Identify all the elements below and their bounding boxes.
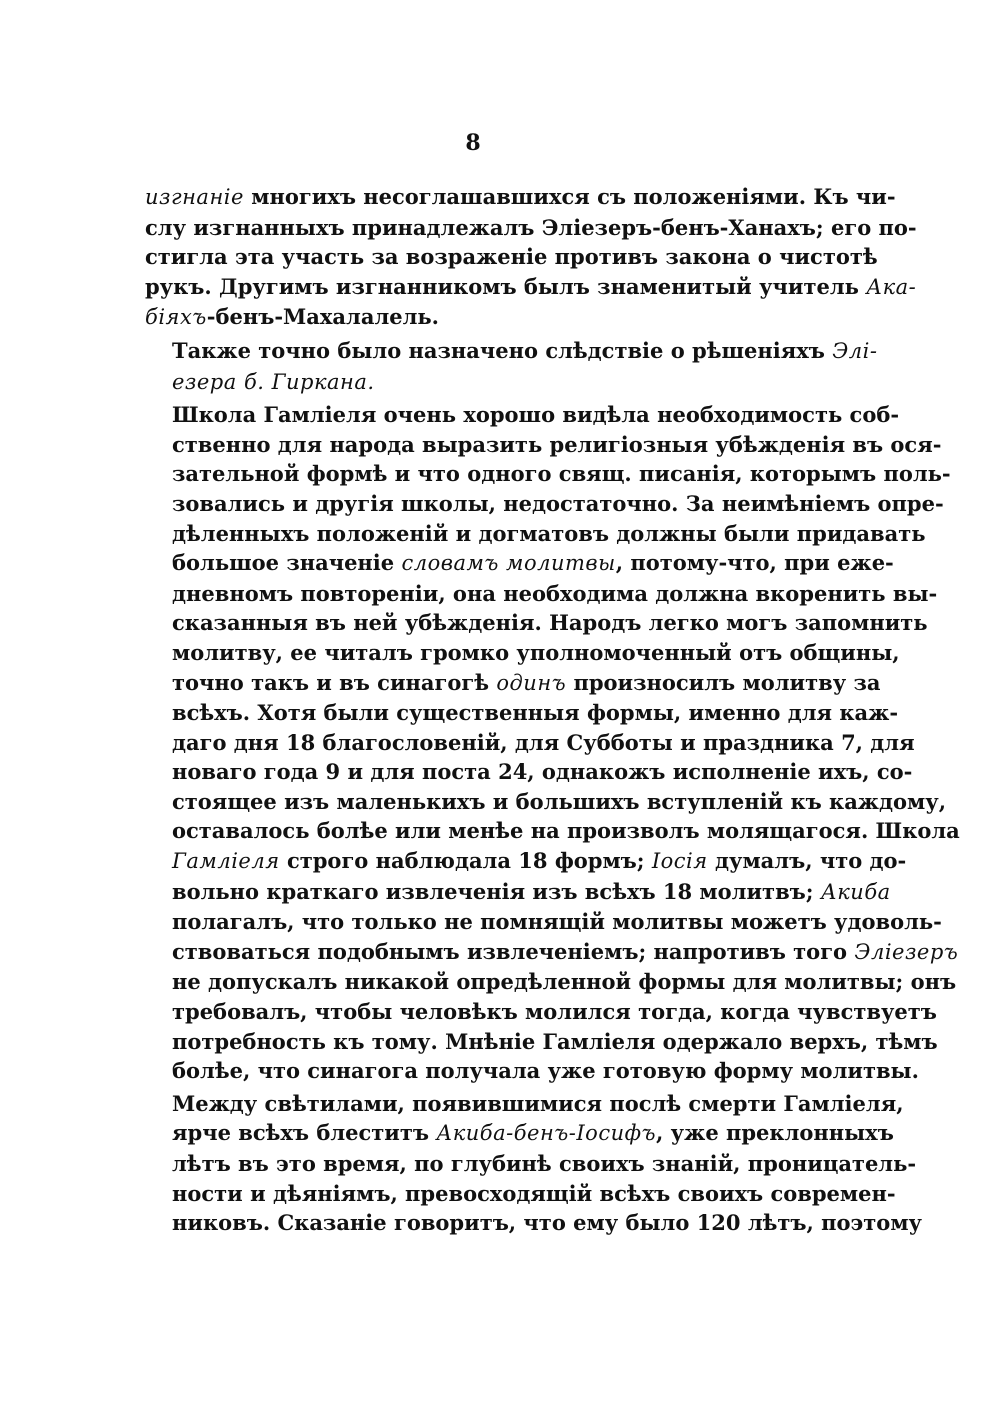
text-segment: болѣе, что синагога получала уже готовую форму молитвы. bbox=[172, 1058, 919, 1084]
text-segment: ярче всѣхъ блеститъ bbox=[172, 1120, 437, 1146]
text-line bbox=[145, 579, 938, 609]
text-line bbox=[145, 489, 944, 519]
text-line bbox=[145, 846, 907, 877]
text-segment: рукъ. Другимъ изгнанникомъ былъ знаменитый учитель bbox=[145, 273, 867, 299]
text-line bbox=[145, 1089, 904, 1119]
text-segment: всѣхъ. Хотя были существенныя формы, именно для каж- bbox=[172, 700, 899, 726]
text-line bbox=[145, 1179, 896, 1209]
italic-text: Ака- bbox=[866, 274, 917, 299]
text-line bbox=[145, 877, 891, 908]
text-segment: зательной формѣ и что одного свящ. писанiя, которымъ поль- bbox=[172, 461, 951, 487]
text-segment: даго дня 18 благословенiй, для Субботы и праздника 7, для bbox=[172, 729, 915, 755]
paragraph bbox=[145, 1089, 923, 1238]
text-segment: думалъ, что до- bbox=[707, 848, 907, 874]
text-segment: сказанныя въ ней убѣжденiя. Народъ легко могъ запомнить bbox=[172, 610, 928, 636]
text-segment: дѣленныхъ положенiй и догматовъ должны были придавать bbox=[172, 520, 926, 546]
text-line bbox=[145, 182, 896, 213]
text-segment: ности и дѣянiямъ, превосходящiй всѣхъ своихъ современ- bbox=[172, 1180, 896, 1206]
text-line bbox=[145, 367, 815, 398]
paragraph bbox=[145, 336, 878, 397]
italic-text: Акиба bbox=[820, 879, 891, 904]
text-line bbox=[145, 787, 947, 817]
text-line bbox=[145, 242, 878, 272]
text-line bbox=[145, 816, 960, 846]
text-line bbox=[145, 937, 959, 968]
text-segment: Также точно было назначено слѣдствiе о рѣшенiяхъ bbox=[172, 337, 833, 363]
text-line bbox=[145, 430, 942, 460]
text-segment: требовалъ, чтобы человѣкъ молился тогда, когда чувствуетъ bbox=[172, 999, 937, 1025]
text-line bbox=[145, 638, 900, 668]
text-line bbox=[145, 967, 957, 997]
text-line bbox=[145, 1208, 923, 1238]
text-segment: , уже преклонныхъ bbox=[656, 1120, 894, 1146]
text-segment: никовъ. Сказанiе говоритъ, что ему было 120 лѣтъ, поэтому bbox=[172, 1210, 923, 1236]
text-segment: -бенъ-Махалалель. bbox=[206, 304, 439, 330]
text-line bbox=[145, 1149, 917, 1179]
text-line bbox=[145, 519, 926, 549]
text-line bbox=[145, 548, 894, 579]
text-line bbox=[145, 698, 899, 728]
text-segment: новаго года 9 и для поста 24, однакожъ исполненiе ихъ, со- bbox=[172, 759, 913, 785]
text-line bbox=[145, 907, 942, 937]
text-line bbox=[145, 757, 913, 787]
text-segment: молитву, ее читалъ громко уполномоченный отъ общины, bbox=[172, 639, 900, 665]
text-line bbox=[145, 1027, 938, 1057]
body-text bbox=[145, 182, 960, 1241]
text-segment: потребность къ тому. Мнѣнiе Гамлiеля одержало верхъ, тѣмъ bbox=[172, 1028, 938, 1054]
text-segment: вольно краткаго извлеченiя изъ всѣхъ 18 молитвъ; bbox=[172, 878, 821, 904]
text-line bbox=[145, 400, 900, 430]
text-line bbox=[145, 997, 937, 1027]
italic-text: Акиба-бенъ-Iосифъ bbox=[436, 1121, 657, 1146]
italic-text: Элiезеръ bbox=[854, 939, 959, 964]
text-segment: Между свѣтилами, появившимися послѣ смерти Гамлiеля, bbox=[172, 1090, 904, 1116]
italic-text: одинъ bbox=[496, 670, 567, 695]
text-line bbox=[145, 1118, 894, 1149]
italic-text: Iосiя bbox=[651, 849, 708, 874]
text-line bbox=[145, 1056, 919, 1086]
text-line bbox=[145, 668, 881, 699]
text-line bbox=[145, 336, 878, 367]
page-number: 8 bbox=[465, 130, 481, 156]
text-segment: ствоваться подобнымъ извлеченiемъ; напротивъ того bbox=[172, 938, 855, 964]
text-segment: точно такъ и въ синагогѣ bbox=[172, 669, 497, 695]
text-line bbox=[145, 302, 815, 333]
italic-text: бiяхъ bbox=[145, 305, 207, 330]
text-segment: строго наблюдала 18 формъ; bbox=[279, 848, 652, 874]
text-segment: ственно для народа выразить религiозныя убѣжденiя въ ося- bbox=[172, 431, 942, 457]
text-line bbox=[145, 459, 951, 489]
text-segment: Школа Гамлiеля очень хорошо видѣла необходимость соб- bbox=[172, 402, 900, 428]
text-segment: лѣтъ въ это время, по глубинѣ своихъ знанiй, проницатель- bbox=[172, 1151, 917, 1176]
text-segment: стигла эта участь за возраженiе противъ закона о чистотѣ bbox=[145, 244, 878, 270]
italic-text: Элi- bbox=[832, 338, 878, 363]
text-segment: не допускалъ никакой опредѣленной формы для молитвы; онъ bbox=[172, 969, 957, 995]
paragraph bbox=[145, 400, 960, 1086]
paragraph bbox=[145, 182, 917, 333]
italic-text: изгнанiе bbox=[145, 185, 244, 209]
text-segment: дневномъ повторенiи, она необходима должна вкоренить вы- bbox=[172, 580, 938, 606]
text-segment: стоящее изъ маленькихъ и большихъ вступленiй къ каждому, bbox=[172, 788, 947, 814]
text-segment: большое значенiе bbox=[172, 550, 402, 576]
text-line bbox=[145, 213, 917, 243]
text-segment: произносилъ молитву за bbox=[566, 669, 881, 695]
text-line bbox=[145, 608, 928, 638]
text-segment: оставалось болѣе или менѣе на произволъ молящагося. Школа bbox=[172, 818, 960, 844]
text-segment: многихъ несоглашавшихся съ положенiями. Къ чи- bbox=[243, 184, 896, 209]
text-segment: слу изгнанныхъ принадлежалъ Элiезеръ-бенъ-Ханахъ; его по- bbox=[145, 214, 917, 240]
text-segment: , потому-что, при еже- bbox=[615, 550, 894, 576]
italic-text: Гамлiеля bbox=[172, 849, 280, 874]
text-line bbox=[145, 272, 917, 303]
text-line bbox=[145, 728, 915, 758]
text-segment: полагалъ, что только не помнящiй молитвы можетъ удоволь- bbox=[172, 909, 942, 935]
italic-text: словамъ молитвы bbox=[401, 551, 616, 576]
italic-text: езера б. Гиркана. bbox=[172, 369, 375, 394]
text-segment: зовались и другiя школы, недостаточно. За неимѣнiемъ опре- bbox=[172, 490, 944, 516]
